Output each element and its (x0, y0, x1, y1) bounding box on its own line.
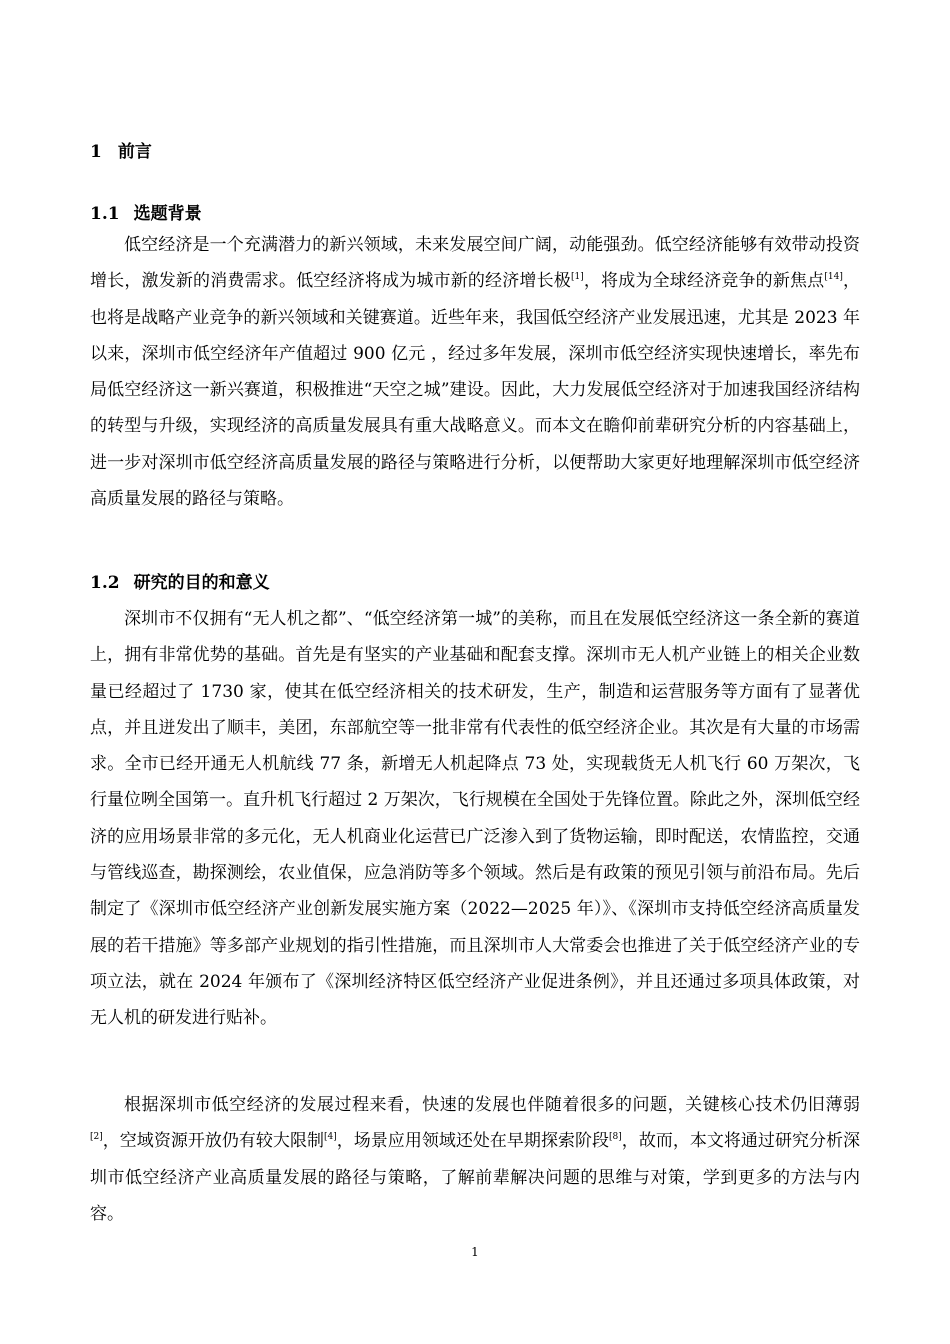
chapter-number: 1 (90, 142, 102, 162)
background-paragraph (90, 227, 860, 517)
citation: [14] (824, 272, 843, 283)
paragraph-text: ，空域资源开放仍有较大限制 (102, 1131, 324, 1152)
chapter-heading (90, 138, 152, 166)
page-number: 1 (471, 1245, 479, 1259)
paragraph-text: ，场景应用领域还处在早期探索阶段 (336, 1131, 610, 1152)
section-heading-1-2 (90, 569, 270, 597)
purpose-paragraph: 深圳市不仅拥有“无人机之都”、“低空经济第一城”的美称，而且在发展低空经济这一条全新的赛道上，拥有非常优势的基础。首先是有坚实的产业基础和配套支撑。深圳市无人机产业链上的相关企业数量已经超过了 1730 家，使其在低空经济相关的技术研发，生产，制造和运营服务等方面有了显著优点，并且迸发出了顺丰，美团，东部航空等一批非常有代表性的低空经济企业。其次是有大量的市场需求。全市已经开通无人机航线 77 条，新增无人机起降点 73 处，实现载货无人机飞行 60 万架次，飞行量位咧全国第一。直升机飞行超过 2 万架次，飞行规模在全国处于先锋位置。除此之外，深圳低空经济的应用场景非常的多元化，无人机商业化运营已广泛渗入到了货物运输，即时配送，农情监控，交通与管线巡查，勘探测绘，农业值保，应急消防等多个领域。然后是有政策的预见引领与前沿布局。先后制定了《深圳市低空经济产业创新发展实施方案（2022—2025 年）》、《深圳市支持低空经济高质量发展的若干措施》等多部产业规划的指引性措施，而且深圳市人大常委会也推进了关于低空经济产业的专项立法，就在 2024 年颁布了《深圳经济特区低空经济产业促进条例》，并且还通过多项具体政策，对无人机的研发进行贴补。 (90, 609, 860, 1029)
paragraph-text: 根据深圳市低空经济的发展过程来看，快速的发展也伴随着很多的问题，关键核心技术仍旧薄弱 (124, 1095, 860, 1115)
section-number: 1.2 (90, 573, 120, 593)
chapter-title: 前言 (117, 142, 152, 162)
section-heading-1-1 (90, 200, 202, 228)
section-number: 1.1 (90, 204, 120, 224)
section-title: 研究的目的和意义 (133, 573, 270, 593)
paragraph-text: ，也将是战略产业竞争的新兴领域和关键赛道。近些年来，我国低空经济产业发展迅速，尤其是 2023 年以来，深圳市低空经济年产值超过 900 亿元 ，经过多年发展，深圳市低空经济实现快速增长，率先布局低空经济这一新兴赛道，积极推进“天空之城”建设。因此，大力发展低空经济对于加速我国经济结构的转型与升级，实现经济的高质量发展具有重大战略意义。而本文在瞻仰前辈研究分析的内容基础上，进一步对深圳市低空经济高质量发展的路径与策略进行分析，以便帮助大家更好地理解深圳市低空经济高质量发展的路径与策略。 (90, 271, 861, 510)
paragraph-text: 低空经济是一个充满潜力的新兴领域，未来发展空间广阔，动能强劲。低空经济能够有效带动投资增长，激发新的消费需求。低空经济将成为城市新的经济增长极 (90, 235, 860, 292)
citation: [4] (323, 1132, 337, 1143)
citation: [8] (609, 1132, 622, 1143)
citation: [2] (90, 1132, 103, 1143)
paragraph-text: ，故而，本文将通过研究分析深圳市低空经济产业高质量发展的路径与策略，了解前辈解决问题的思维与对策，学到更多的方法与内容。 (90, 1131, 861, 1224)
section-title: 选题背景 (133, 204, 202, 224)
significance-paragraph (90, 1087, 860, 1232)
paragraph-text: ，将成为全球经济竞争的新焦点 (583, 271, 825, 292)
citation: [1] (570, 272, 584, 283)
